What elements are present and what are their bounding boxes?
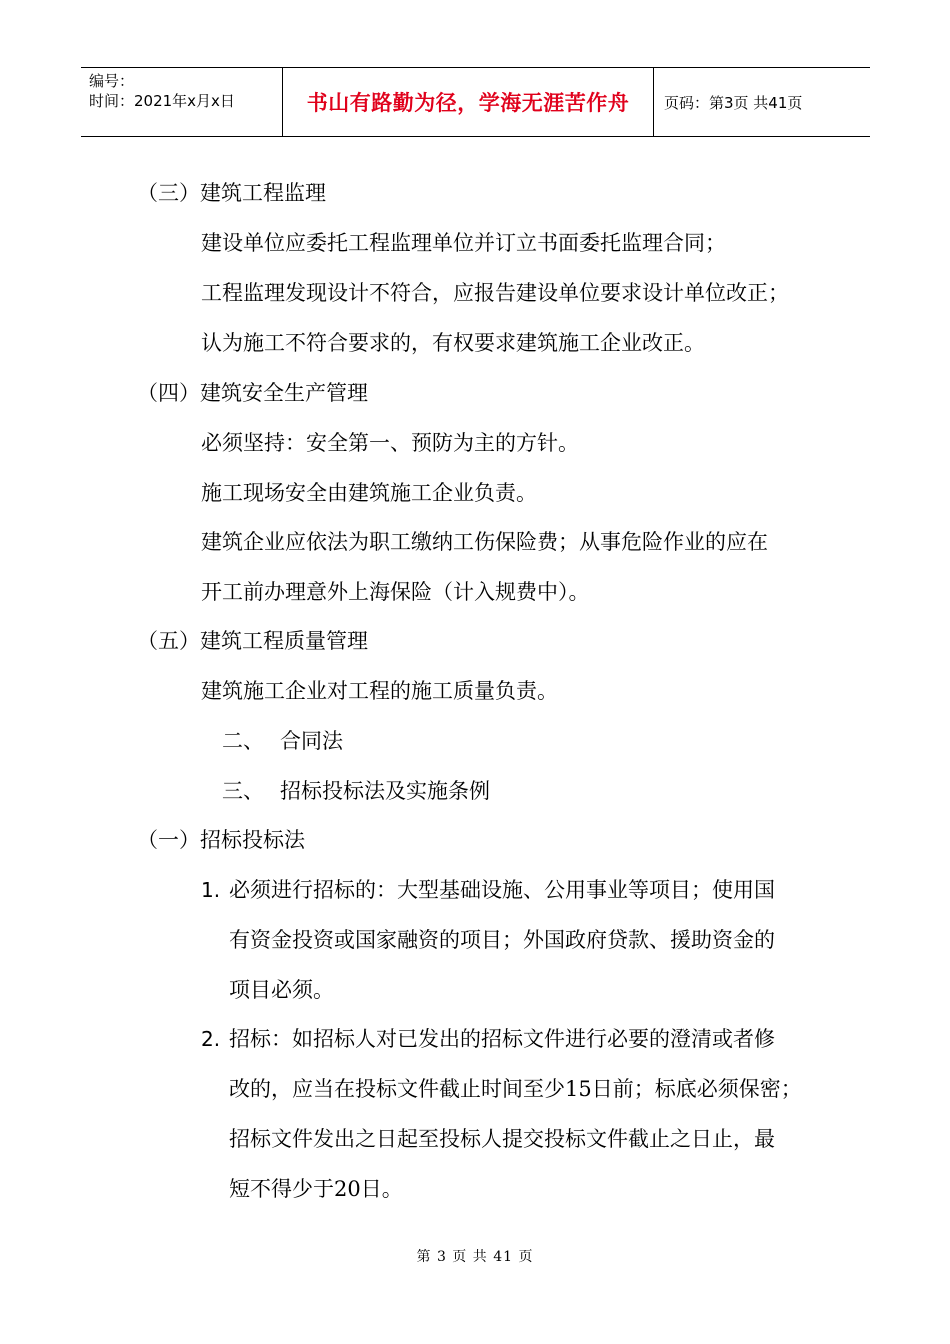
paragraph: 招标：如招标人对已发出的招标文件进行必要的澄清或者修 [229, 1027, 775, 1051]
paragraph: 施工现场安全由建筑施工企业负责。 [201, 481, 537, 505]
list-heading: 合同法 [280, 729, 343, 753]
item-number: 1. [201, 878, 221, 902]
page-footer: 第 3 页 共 41 页 [416, 1249, 534, 1265]
paragraph: 短不得少于20日。 [229, 1177, 403, 1201]
section-heading: （四）建筑安全生产管理 [137, 381, 368, 405]
paragraph: 建筑企业应依法为职工缴纳工伤保险费；从事危险作业的应在 [201, 530, 768, 554]
serial-label: 编号： [89, 72, 135, 90]
list-heading: 招标投标法及实施条例 [280, 779, 490, 803]
paragraph: 建设单位应委托工程监理单位并订立书面委托监理合同； [201, 231, 726, 255]
paragraph: 建筑施工企业对工程的施工质量负责。 [201, 679, 558, 703]
list-number: 二、 [222, 729, 264, 753]
time-label: 时间：2021年x月x日 [89, 92, 235, 110]
header-page-cell [654, 68, 870, 136]
motto-text: 书山有路勤为径，学海无涯苦作舟 [306, 90, 630, 115]
item-number: 2. [201, 1027, 221, 1051]
paragraph: 有资金投资或国家融资的项目；外国政府贷款、援助资金的 [229, 928, 775, 952]
paragraph: 招标文件发出之日起至投标人提交投标文件截止之日止，最 [229, 1127, 775, 1151]
section-heading: （一）招标投标法 [137, 828, 305, 852]
paragraph: 项目必须。 [229, 978, 334, 1002]
section-heading: （三）建筑工程监理 [137, 181, 326, 205]
list-number: 三、 [222, 779, 264, 803]
header-motto-cell [283, 68, 654, 136]
header-meta-cell [81, 68, 283, 136]
page-code: 页码：第3页 共41页 [664, 93, 803, 112]
paragraph: 必须坚持：安全第一、预防为主的方针。 [201, 431, 579, 455]
paragraph: 必须进行招标的：大型基础设施、公用事业等项目；使用国 [229, 878, 775, 902]
paragraph: 开工前办理意外上海保险（计入规费中）。 [201, 580, 590, 604]
page-header [81, 67, 870, 137]
paragraph: 改的，应当在投标文件截止时间至少15日前；标底必须保密； [229, 1077, 802, 1101]
paragraph: 认为施工不符合要求的，有权要求建筑施工企业改正。 [201, 331, 705, 355]
section-heading: （五）建筑工程质量管理 [137, 629, 368, 653]
paragraph: 工程监理发现设计不符合，应报告建设单位要求设计单位改正； [201, 281, 789, 305]
